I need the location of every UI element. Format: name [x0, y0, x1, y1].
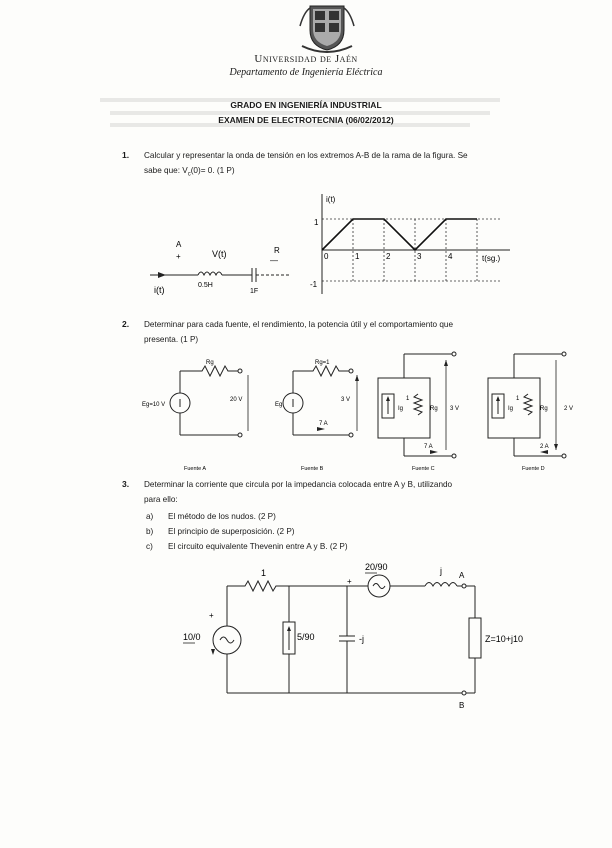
q2-text-line1: Determinar para cada fuente, el rendimiento, la potencia útil y el comportamiento que	[144, 320, 454, 329]
q1-graph-ylabel: i(t)	[326, 195, 336, 204]
q3-resistor-label: 1	[261, 568, 267, 578]
q1-text	[144, 148, 564, 183]
department-name: Departamento de Ingeniería Eléctrica	[229, 67, 383, 78]
q1-graph-xtick: 2	[386, 252, 391, 261]
q1-inductor-label: 0.5H	[198, 282, 213, 289]
q1-node-a: A	[176, 240, 182, 249]
q3-number: 3.	[122, 479, 130, 489]
q1-graph-ytick-neg1: -1	[310, 280, 318, 289]
q3-item-b-text: El principio de superposición. (2 P)	[168, 527, 295, 536]
q1-text-subscript: c	[187, 171, 191, 178]
q3-node-a: A	[459, 571, 465, 580]
fuente-c-rg: Rg	[430, 406, 438, 412]
fuente-a-caption: Fuente A	[184, 466, 207, 472]
q3-cap-label: -j	[359, 634, 364, 644]
fuente-c-voltage: 3 V	[450, 406, 460, 412]
fuente-a-rg: Rg	[206, 360, 214, 366]
q1-current-graph	[300, 190, 515, 298]
fuente-c-r: 1	[406, 396, 410, 402]
fuente-d-r: 1	[516, 396, 520, 402]
q2-text	[144, 317, 564, 347]
q3-vs2-plus: +	[347, 577, 352, 586]
q3-inductor-label: j	[440, 566, 442, 576]
fuente-b-rg: Rg=1	[315, 360, 330, 366]
fuente-c-current: 7 A	[424, 444, 433, 450]
q3-item-a-letter: a)	[146, 512, 154, 521]
q1-text-line1: Calcular y representar la onda de tensión en los extremos A-B de la rama de la figura. Se	[144, 151, 468, 160]
q3-vs1-label: 10/0	[183, 632, 201, 642]
q1-graph-xlabel: t(sg.)	[482, 254, 501, 263]
fuente-a-eg: Eg=10 V	[142, 402, 166, 408]
q3-text-line2: para ello:	[144, 495, 178, 504]
q3-item-b	[146, 524, 348, 539]
fuente-d-current: 2 A	[540, 444, 549, 450]
q1-graph-xtick: 1	[355, 252, 360, 261]
fuente-b-eg: Eg	[275, 402, 283, 408]
fuente-d-circuit	[478, 348, 578, 475]
fuente-c-circuit	[368, 348, 468, 475]
fuente-b-voltage: 3 V	[341, 397, 351, 403]
q1-graph-waveform	[322, 219, 477, 250]
fuente-b-current: 7 A	[319, 421, 328, 427]
university-crest	[298, 2, 356, 52]
q1-minus: —	[270, 256, 278, 265]
q3-item-b-letter: b)	[146, 527, 154, 536]
q3-item-c-text: El circuito equivalente Thevenin entre A y B. (2 P)	[168, 542, 348, 551]
q1-number: 1.	[122, 150, 130, 160]
fuente-c-ig: Ig	[398, 406, 404, 412]
q3-item-c	[146, 539, 348, 554]
q1-graph-xtick: 0	[324, 252, 329, 261]
q1-graph-xtick: 4	[448, 252, 453, 261]
q1-branch-circuit	[140, 235, 300, 300]
q1-graph-ytick-1: 1	[314, 218, 319, 227]
q3-items	[146, 509, 348, 554]
exam-title: EXAMEN DE ELECTROTECNIA (06/02/2012)	[218, 115, 394, 125]
q3-text	[144, 477, 564, 507]
q3-is1-label: 5/90	[297, 632, 315, 642]
fuente-b-circuit	[255, 355, 365, 475]
q3-impedance-label: Z=10+j10	[485, 634, 524, 644]
fuente-d-rg: Rg	[540, 406, 548, 412]
q1-text-line2b: (0)= 0. (1 P)	[190, 166, 235, 175]
q3-item-a	[146, 509, 348, 524]
q3-text-line1: Determinar la corriente que circula por la impedancia colocada entre A y B, utilizando	[144, 480, 453, 489]
q1-voltage-label: V(t)	[212, 249, 227, 259]
q3-node-b: B	[459, 701, 465, 710]
q1-graph-xtick: 3	[417, 252, 422, 261]
q2-number: 2.	[122, 319, 130, 329]
university-name: Universidad de Jaén	[254, 53, 358, 65]
q1-plus: +	[176, 252, 181, 261]
fuente-d-caption: Fuente D	[522, 466, 545, 472]
q3-item-a-text: El método de los nudos. (2 P)	[168, 512, 276, 521]
degree-title: GRADO EN INGENIERÍA INDUSTRIAL	[230, 100, 382, 110]
fuente-d-voltage: 2 V	[564, 406, 574, 412]
q3-vs1-plus: +	[209, 611, 214, 620]
fuente-d-ig: Ig	[508, 406, 514, 412]
q2-text-line2: presenta. (1 P)	[144, 335, 199, 344]
q1-text-line2a: sabe que: V	[144, 166, 188, 175]
fuente-c-caption: Fuente C	[412, 466, 435, 472]
q3-item-c-letter: c)	[146, 542, 153, 551]
q1-capacitor-label: 1F	[250, 288, 259, 295]
q1-current-label: i(t)	[154, 285, 165, 295]
q1-node-r: R	[274, 246, 280, 255]
q3-circuit	[175, 560, 524, 710]
fuente-a-circuit	[140, 355, 255, 475]
q3-vs2-label: 20/90	[365, 562, 388, 572]
fuente-a-voltage: 20 V	[230, 397, 243, 403]
fuente-b-caption: Fuente B	[301, 466, 324, 472]
